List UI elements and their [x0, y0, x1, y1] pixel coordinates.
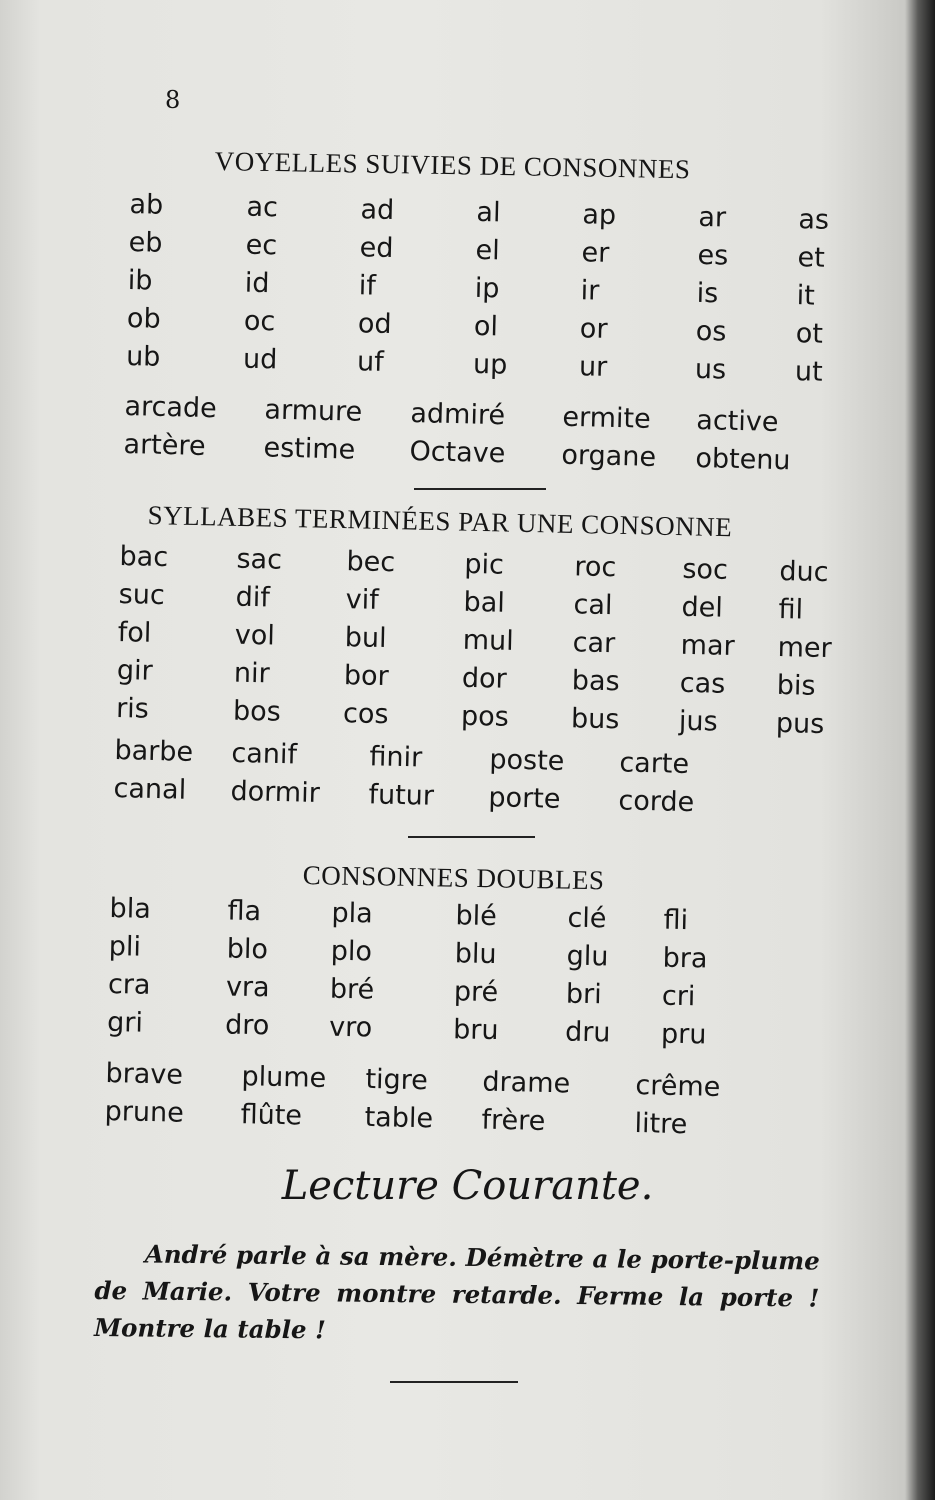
syllable-item: ac — [246, 191, 279, 224]
syllable-item: blu — [454, 938, 497, 971]
section-1-syllable-grid — [126, 186, 859, 392]
syllable-item: cal — [573, 589, 613, 622]
syllable-item: sac — [236, 543, 283, 576]
syllable-item: dif — [235, 581, 271, 614]
syllable-item: es — [697, 239, 729, 272]
syllable-item: nir — [233, 657, 271, 690]
syllable-item: clé — [567, 902, 607, 935]
syllable-item: pus — [775, 707, 825, 741]
syllable-item: vol — [234, 619, 276, 652]
word-item: organe — [561, 439, 657, 473]
syllable-item: dro — [224, 1009, 270, 1042]
syllable-item: ud — [242, 343, 278, 376]
word-item: artère — [123, 428, 206, 462]
syllable-item: it — [796, 280, 816, 312]
syllable-item: bra — [662, 942, 708, 975]
section-1-word-grid — [123, 388, 817, 481]
word-item: armure — [264, 394, 363, 428]
syllable-item: ub — [125, 340, 161, 373]
syllable-item: vra — [225, 971, 270, 1004]
syllable-item: al — [476, 196, 501, 229]
word-item: flûte — [240, 1099, 303, 1132]
syllable-item: del — [681, 591, 724, 624]
syllable-item: or — [579, 313, 608, 345]
syllable-item: fli — [663, 904, 689, 937]
syllable-item: ib — [127, 264, 153, 297]
word-item: drame — [482, 1066, 571, 1100]
syllable-item: fla — [227, 895, 262, 928]
syllable-item: cas — [679, 667, 726, 700]
syllable-item: ec — [245, 229, 278, 262]
syllable-item: us — [694, 353, 727, 386]
syllable-item: fil — [778, 593, 804, 626]
word-item: dormir — [230, 775, 321, 810]
section-2-word-grid — [113, 732, 730, 823]
syllable-item: mar — [680, 629, 736, 662]
syllable-item: ad — [360, 194, 395, 226]
word-item: finir — [369, 741, 423, 774]
word-item: carte — [619, 747, 690, 781]
syllable-item: ir — [580, 275, 600, 307]
word-item: active — [695, 404, 779, 438]
syllable-item: roc — [574, 551, 617, 584]
syllable-item: oc — [243, 305, 276, 338]
syllable-item: bos — [232, 695, 282, 728]
syllable-item: ut — [794, 356, 824, 388]
syllable-item: up — [472, 348, 508, 381]
end-divider — [390, 1381, 518, 1383]
word-item: brave — [105, 1057, 184, 1091]
syllable-item: soc — [682, 553, 729, 586]
syllable-item: bru — [452, 1014, 499, 1047]
syllable-item: pic — [464, 548, 505, 581]
syllable-item: plo — [330, 935, 373, 968]
syllable-item: ed — [359, 232, 394, 264]
syllable-item: cos — [342, 698, 389, 731]
syllable-item: vro — [328, 1011, 373, 1044]
syllable-item: as — [798, 204, 830, 236]
word-item: canif — [231, 737, 298, 771]
syllable-item: pli — [108, 930, 142, 963]
syllable-item: os — [695, 315, 727, 348]
word-item: obtenu — [695, 442, 791, 477]
syllable-item: car — [572, 627, 616, 660]
syllable-item: ip — [474, 272, 500, 305]
syllable-item: bal — [463, 586, 506, 619]
word-item: corde — [618, 785, 695, 819]
word-item: arcade — [124, 390, 218, 425]
syllable-item: bas — [571, 665, 620, 698]
syllable-item: duc — [779, 555, 829, 589]
syllable-item: gri — [106, 1006, 144, 1039]
syllable-item: if — [358, 270, 377, 302]
syllable-item: dru — [564, 1016, 611, 1049]
syllable-item: cri — [661, 980, 696, 1013]
syllable-item: ur — [578, 351, 608, 383]
syllable-item: mul — [462, 624, 515, 657]
syllable-item: pla — [331, 897, 374, 930]
word-item: barbe — [114, 734, 194, 768]
word-item: tigre — [365, 1063, 429, 1097]
syllable-item: ab — [129, 188, 164, 221]
syllable-item: bis — [776, 669, 816, 702]
word-item: futur — [368, 779, 435, 812]
section-1-divider — [414, 488, 546, 490]
syllable-item: el — [475, 234, 501, 267]
syllable-item: ris — [115, 692, 150, 725]
syllable-item: ar — [698, 201, 727, 234]
word-item: Octave — [409, 435, 506, 470]
syllable-item: od — [357, 308, 392, 340]
syllable-item: pré — [453, 976, 499, 1009]
word-item: canal — [113, 772, 187, 806]
section-3-syllable-grid — [107, 890, 734, 1055]
word-item: plume — [241, 1061, 327, 1094]
section-2-heading: SYLLABES TERMINÉES PAR UNE CONSONNE — [147, 500, 733, 543]
syllable-item: pru — [660, 1018, 707, 1051]
syllable-item: is — [696, 277, 719, 310]
syllable-item: dor — [461, 662, 508, 695]
syllable-item: ol — [473, 310, 499, 343]
syllable-item: blo — [226, 933, 269, 966]
syllable-item: ob — [126, 302, 162, 335]
word-item: porte — [488, 782, 561, 815]
syllable-item: et — [797, 242, 826, 274]
syllable-item: bac — [119, 540, 169, 574]
syllable-item: uf — [356, 346, 385, 378]
section-3-word-grid — [104, 1055, 736, 1145]
syllable-item: bul — [344, 622, 387, 655]
word-item: admiré — [410, 397, 506, 432]
syllable-item: suc — [118, 578, 166, 612]
word-item: ermite — [562, 401, 652, 435]
syllable-item: eb — [128, 226, 163, 259]
syllable-item: blé — [455, 900, 498, 933]
syllable-item: bec — [346, 546, 396, 579]
reading-paragraph: André parle à sa mère. Démètre a le porte-plume de Marie. Votre montre retarde. Ferme la porte ! Montre la table ! — [93, 1239, 820, 1345]
word-item: crême — [635, 1070, 721, 1103]
section-1-heading: VOYELLES SUIVIES DE CONSONNES — [214, 146, 691, 185]
syllable-item: bor — [343, 660, 390, 693]
syllable-item: jus — [678, 705, 719, 738]
syllable-item: id — [244, 267, 270, 300]
syllable-item: bré — [329, 973, 375, 1006]
reading-title: Lecture Courante. — [281, 1163, 654, 1209]
word-item: prune — [104, 1095, 185, 1129]
syllable-item: fol — [117, 616, 152, 649]
syllable-item: glu — [566, 940, 609, 973]
syllable-item: bus — [570, 703, 620, 736]
section-2-divider — [408, 836, 535, 838]
section-2-syllable-grid — [116, 538, 840, 744]
syllable-item: cra — [107, 968, 151, 1001]
word-item: estime — [263, 432, 356, 466]
section-3-heading: CONSONNES DOUBLES — [302, 860, 605, 896]
syllable-item: bla — [109, 892, 152, 925]
word-item: litre — [634, 1108, 688, 1141]
syllable-item: pos — [460, 700, 510, 733]
word-item: frère — [481, 1104, 546, 1137]
syllable-item: ap — [582, 199, 617, 232]
syllable-item: mer — [777, 631, 833, 665]
syllable-item: gir — [116, 654, 154, 687]
word-item: poste — [489, 744, 565, 777]
page-number: 8 — [165, 86, 181, 114]
syllable-item: ot — [795, 318, 824, 350]
word-item: table — [364, 1101, 434, 1135]
syllable-item: er — [581, 237, 610, 269]
syllable-item: bri — [565, 978, 602, 1011]
syllable-item: vif — [345, 584, 380, 616]
